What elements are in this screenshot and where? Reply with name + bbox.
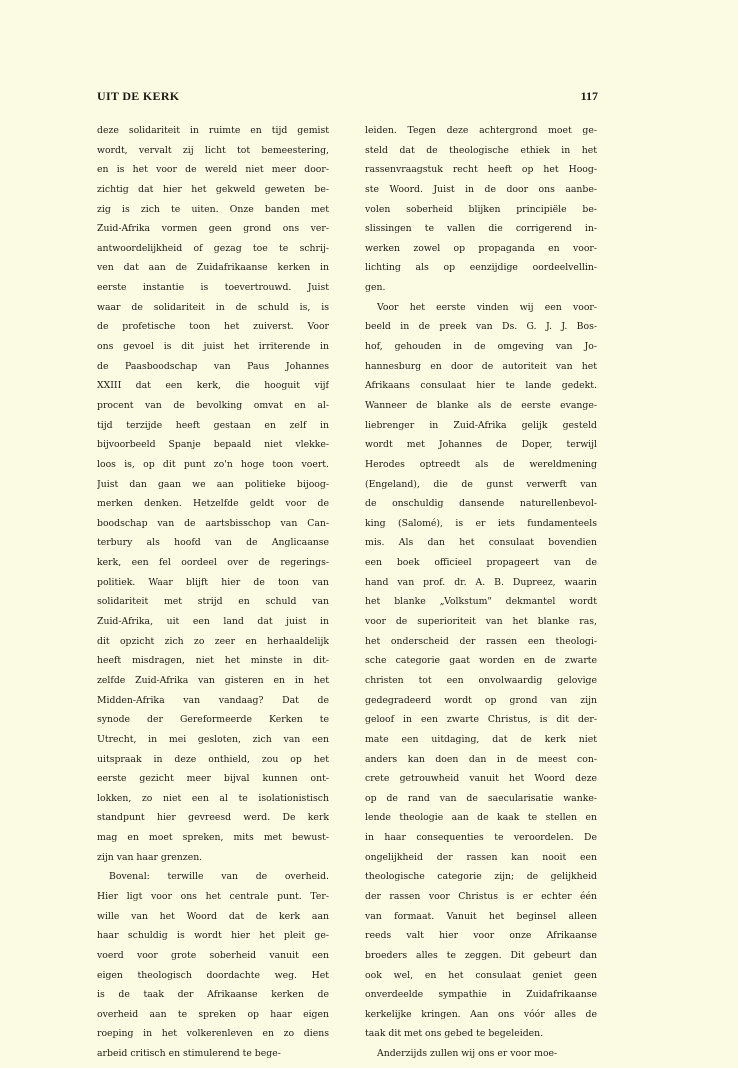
text-line: arbeid critisch en stimulerend te bege-: [97, 1048, 281, 1060]
text-line: king (Salomé), is er iets fundamenteels: [365, 517, 597, 529]
text-line: broeders alles te zeggen. Dit gebeurt dan: [365, 949, 597, 961]
text-line: anders kan doen dan in de meest con-: [365, 753, 597, 765]
text-line: mis. Als dan het consulaat bovendien: [365, 537, 597, 549]
text-line: merken denken. Hetzelfde geldt voor de: [97, 498, 329, 510]
text-line: reeds valt hier voor onze Afrikaanse: [365, 930, 597, 942]
text-line: liebrenger in Zuid-Afrika gelijk gesteld: [365, 419, 597, 431]
text-line: lende theologie aan de kaak te stellen en: [365, 812, 597, 824]
text-line: crete getrouwheid vanuit het Woord deze: [365, 773, 597, 785]
text-line: boodschap van de aartsbisschop van Can-: [97, 517, 329, 529]
text-line: beeld in de preek van Ds. G. J. J. Bos-: [365, 321, 597, 333]
text-line: christen tot een onvolwaardig gelovige: [365, 674, 597, 686]
text-line: theologische categorie zijn; de gelijkheid: [365, 871, 597, 883]
text-line: Utrecht, in mei gesloten, zich van een: [97, 733, 329, 745]
text-line: ste Woord. Juist in de door ons aanbe-: [365, 183, 597, 195]
text-line: der rassen voor Christus is er echter één: [365, 890, 597, 902]
text-line: wordt met Johannes de Doper, terwijl: [365, 439, 597, 451]
text-line: hannesburg en door de autoriteit van het: [365, 360, 597, 372]
text-line: kerkelijke kringen. Aan ons vóór alles de: [365, 1008, 597, 1020]
text-line: eerste instantie is toevertrouwd. Juist: [97, 282, 329, 294]
text-line: leiden. Tegen deze achtergrond moet ge-: [365, 125, 597, 136]
text-line: deze solidariteit in ruimte en tijd gemist: [97, 125, 329, 136]
text-line: Voor het eerste vinden wij een voor-: [377, 301, 597, 313]
text-line: steld dat de theologische ethiek in het: [365, 144, 597, 156]
text-line: een boek officieel propageert van de: [365, 557, 597, 569]
text-line: eigen theologisch doordachte weg. Het: [97, 969, 329, 981]
text-line: Zuid-Afrika, uit een land dat juist in: [97, 616, 329, 628]
text-line: (Engeland), die de gunst verwerft van: [365, 478, 597, 490]
text-line: procent van de bevolking omvat en al-: [97, 399, 329, 411]
text-line: dit opzicht zich zo zeer en herhaaldelijk: [97, 635, 329, 647]
text-line: taak dit met ons gebed te begeleiden.: [365, 1028, 544, 1040]
text-line: zijn van haar grenzen.: [97, 851, 203, 863]
text-line: gedegradeerd wordt op grond van zijn: [365, 694, 597, 706]
text-line: ook wel, en het consulaat geniet geen: [365, 969, 597, 981]
text-line: standpunt hier gevreesd werd. De kerk: [97, 812, 329, 824]
text-line: Midden-Afrika van vandaag? Dat de: [97, 694, 329, 706]
text-line: lichting als op eenzijdige oordeelvellin-: [365, 262, 597, 274]
text-line: lokken, zo niet een al te isolationistisch: [97, 792, 329, 804]
text-line: de profetische toon het zuiverst. Voor: [97, 321, 329, 333]
text-line: hof, gehouden in de omgeving van Jo-: [365, 341, 597, 353]
text-line: rassenvraagstuk recht heeft op het Hoog-: [365, 164, 597, 176]
text-line: mate een uitdaging, dat de kerk niet: [365, 733, 597, 745]
text-line: wille van het Woord dat de kerk aan: [97, 910, 329, 922]
text-line: zig is zich te uiten. Onze banden met: [97, 203, 329, 215]
text-line: Herodes optreedt als de wereldmening: [365, 458, 597, 470]
text-line: van formaat. Vanuit het beginsel alleen: [365, 910, 597, 922]
text-line: solidariteit met strijd en schuld van: [97, 596, 329, 608]
text-line: eerste gezicht meer bijval kunnen ont-: [97, 773, 329, 785]
text-line: synode der Gereformeerde Kerken te: [97, 714, 329, 726]
text-line: uitspraak in deze onthield, zou op het: [97, 753, 329, 765]
text-line: Afrikaans consulaat hier te lande gedekt.: [365, 380, 597, 392]
text-line: Juist dan gaan we aan politieke bijoog-: [97, 478, 329, 490]
text-line: Bovenal: terwille van de overheid.: [109, 871, 329, 883]
text-line: zelfde Zuid-Afrika van gisteren en in het: [97, 674, 329, 686]
text-line: mag en moet spreken, mits met bewust-: [97, 832, 329, 844]
text-line: tijd terzijde heeft gestaan en zelf in: [97, 419, 329, 431]
text-line: is de taak der Afrikaanse kerken de: [97, 989, 329, 1001]
text-line: in haar consequenties te veroordelen. De: [365, 832, 597, 844]
text-line: het onderscheid der rassen een theologi-: [365, 635, 597, 647]
text-line: voor de superioriteit van het blanke ras,: [365, 616, 597, 628]
left-text-column: [97, 121, 329, 1064]
text-line: op de rand van de saecularisatie wanke-: [365, 792, 597, 804]
text-line: wordt, vervalt zij licht tot bemeestering,: [97, 144, 329, 156]
text-line: sche categorie gaat worden en de zwarte: [365, 655, 597, 667]
running-title: UIT DE KERK: [97, 89, 180, 103]
text-line: loos is, op dit punt zo'n hoge toon voert.: [97, 458, 329, 470]
text-line: voerd voor grote soberheid vanuit een: [97, 949, 329, 961]
text-line: bijvoorbeeld Spanje bepaald niet vlekke-: [97, 439, 329, 451]
text-line: de Paasboodschap van Paus Johannes: [97, 360, 329, 372]
text-line: ons gevoel is dit juist het irriterende in: [97, 341, 329, 353]
text-line: Zuid-Afrika vormen geen grond ons ver-: [97, 223, 329, 235]
text-line: hand van prof. dr. A. B. Dupreez, waarin: [365, 576, 597, 588]
text-line: het blanke „Volkstum" dekmantel wordt: [365, 596, 597, 608]
text-line: XXIII dat een kerk, die hooguit vijf: [97, 380, 329, 392]
text-line: politiek. Waar blijft hier de toon van: [97, 576, 329, 588]
text-line: de onschuldig dansende naturellenbevol-: [365, 498, 597, 510]
text-line: volen soberheid blijken principiële be-: [365, 203, 597, 215]
text-line: gen.: [365, 282, 386, 294]
text-line: ven dat aan de Zuidafrikaanse kerken in: [97, 262, 329, 274]
text-line: Wanneer de blanke als de eerste evange-: [365, 399, 597, 411]
text-line: en is het voor de wereld niet meer door-: [97, 164, 329, 176]
text-line: heeft misdragen, niet het minste in dit-: [97, 655, 329, 667]
page-number: 117: [580, 89, 598, 103]
text-line: ongelijkheid der rassen kan nooit een: [365, 851, 597, 863]
text-line: zichtig dat hier het gekweld geweten be-: [97, 183, 329, 195]
text-line: onverdeelde sympathie in Zuidafrikaanse: [365, 989, 597, 1001]
text-line: overheid aan te spreken op haar eigen: [97, 1008, 329, 1020]
text-line: terbury als hoofd van de Anglicaanse: [97, 537, 329, 549]
text-line: Anderzijds zullen wij ons er voor moe-: [377, 1048, 558, 1060]
text-line: haar schuldig is wordt hier het pleit ge-: [97, 930, 329, 942]
text-line: waar de solidariteit in de schuld is, is: [97, 301, 329, 313]
text-line: Hier ligt voor ons het centrale punt. Ter-: [97, 890, 329, 902]
text-line: geloof in een zwarte Christus, is dit der-: [365, 714, 597, 726]
text-line: slissingen te vallen die corrigerend in-: [365, 223, 597, 235]
text-line: kerk, een fel oordeel over de regerings-: [97, 557, 329, 569]
text-line: antwoordelijkheid of gezag toe te schrij-: [97, 242, 329, 254]
text-line: werken zowel op propaganda en voor-: [365, 242, 597, 254]
right-text-column: [365, 121, 597, 1064]
text-line: roeping in het volkerenleven en zo diens: [97, 1028, 329, 1040]
